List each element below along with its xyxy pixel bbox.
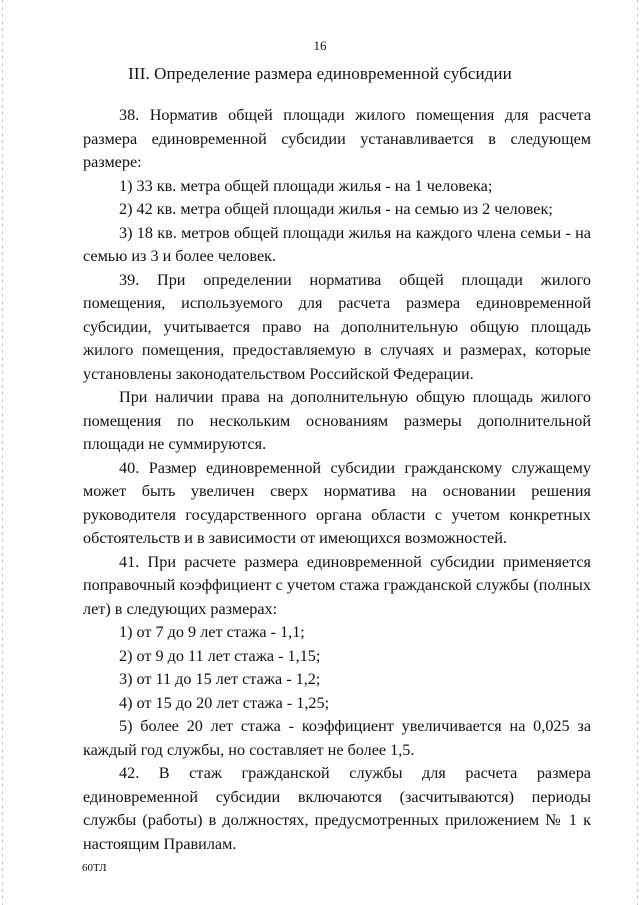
paragraph-41: 41. При расчете размера единовременной субсидии применяется поправочный коэффициент с учетом стажа гражданской службы (полных лет) в следующих размерах: [83,552,591,618]
paragraph-40: 40. Размер единовременной субсидии гражданскому служащему может быть увеличен сверх норматива на основании решения руководителя государственного органа области с учетом конкретных обстоятельств и в зависимости от имеющихся возможностей. [83,458,591,547]
paragraph-42: 42. В стаж гражданской службы для расчета размера единовременной субсидии включаются (засчитываются) периоды службы (работы) в должностях, предусмотренных приложением № 1 к настоящим Правилам. [83,764,591,853]
scan-edge-left [2,0,3,905]
list-item-41-4: 4) от 15 до 20 лет стажа - 1,25; [119,693,330,712]
section-title: III. Определение размера единовременной субсидии [128,64,512,83]
document-body [83,104,591,856]
scan-edge-right [637,0,638,905]
list-item-41-5: 5) более 20 лет стажа - коэффициент увеличивается на 0,025 за каждый год службы, но составляет не более 1,5. [83,717,591,759]
page-number: 16 [313,38,327,53]
list-item-38-1: 1) 33 кв. метра общей площади жилья - на 1 человека; [119,176,493,195]
list-item-41-3: 3) от 11 до 15 лет стажа - 1,2; [119,670,321,688]
list-item-41-1: 1) от 7 до 9 лет стажа - 1,1; [119,623,305,641]
list-item-38-3: 3) 18 кв. метров общей площади жилья на каждого члена семьи - на семью из 3 и более человек. [83,223,591,265]
paragraph-39: 39. При определении норматива общей площади жилого помещения, используемого для расчета размера единовременной субсидии, учитывается право на дополнительную общую площадь жилого помещения, предоставляемую в случаях и размерах, которые установлены законодательством Российской Федерации. [83,270,591,383]
footer-code: 60ТЛ [82,862,107,874]
paragraph-39-note: При наличии права на дополнительную общую площадь жилого помещения по нескольким основаниям размеры дополнительной площади не суммируются. [83,388,591,453]
list-item-38-2: 2) 42 кв. метра общей площади жилья - на семью из 2 человек; [119,200,553,218]
paragraph-38: 38. Норматив общей площади жилого помещения для расчета размера единовременной субсидии устанавливается в следующем размере: [83,106,591,171]
list-item-41-2: 2) от 9 до 11 лет стажа - 1,15; [119,646,321,665]
